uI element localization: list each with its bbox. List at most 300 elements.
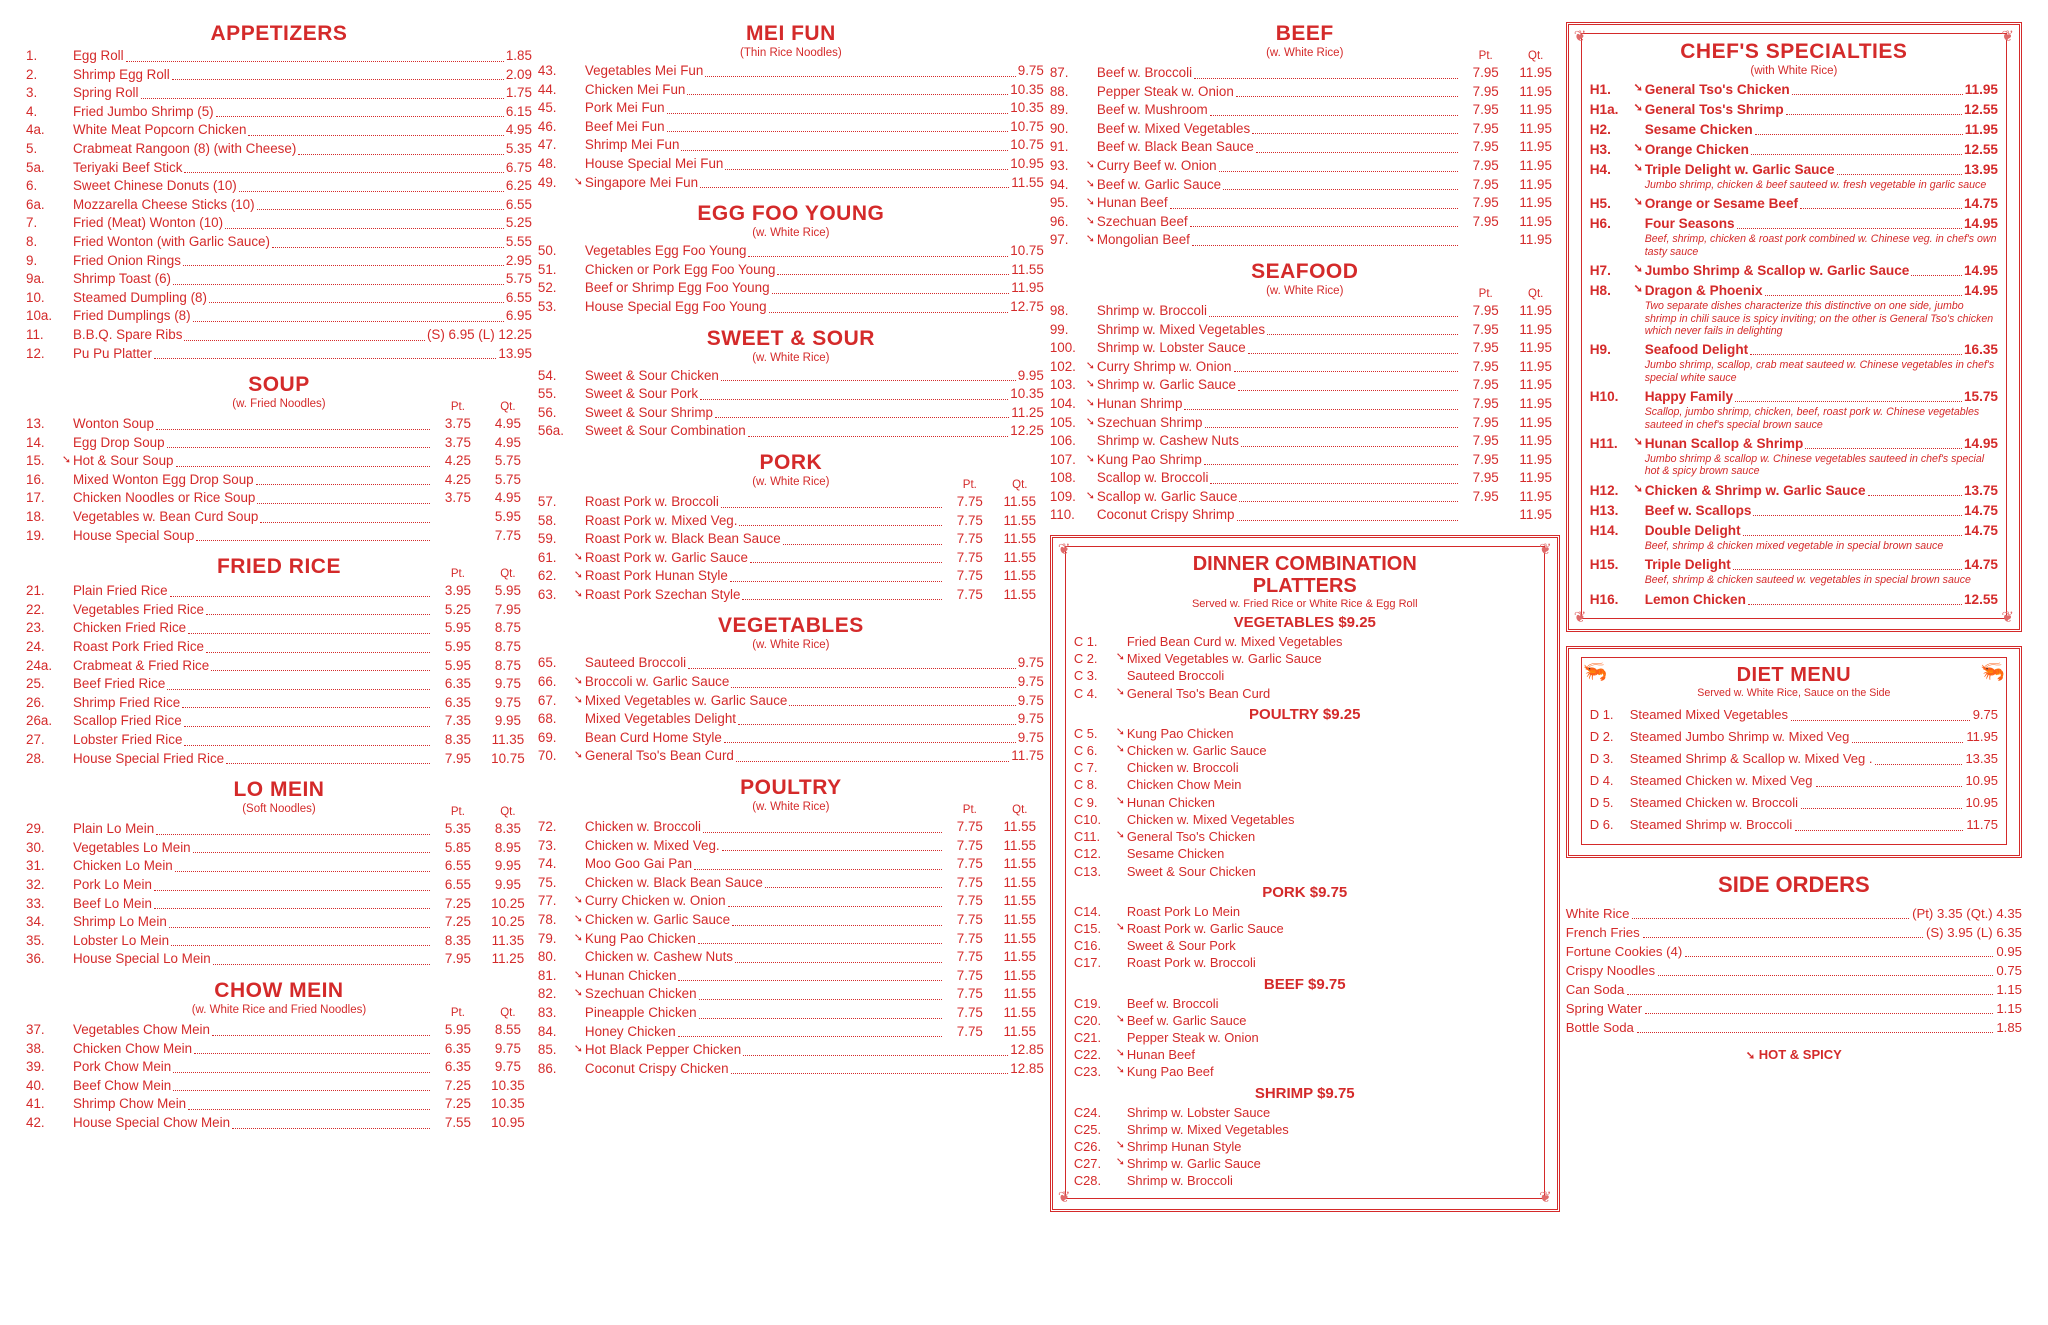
leader-dots: [1791, 711, 1970, 721]
menu-item: [26, 1077, 532, 1096]
chili-pepper-icon: ➘: [573, 987, 584, 1000]
chili-pepper-icon: ➘: [1115, 1047, 1125, 1060]
item-price-qt: 11.95: [1519, 302, 1552, 318]
combo-group-header: [1074, 976, 1536, 993]
combo-group-name: PORK: [1262, 883, 1306, 901]
chili-pepper-icon: ➘: [573, 693, 584, 706]
menu-item: [1050, 138, 1560, 157]
item-name: Sweet & Sour Shrimp: [584, 404, 713, 420]
item-name: House Special Soup: [73, 527, 195, 543]
chef-item-name: Seafood Delight: [1644, 342, 1749, 358]
item-number: 104.: [1049, 395, 1076, 411]
leader-dots: [728, 897, 942, 907]
item-number: 91.: [1049, 139, 1069, 155]
item-number: 57.: [537, 493, 557, 509]
item-price-qt: 10.35: [491, 1077, 525, 1093]
leader-dots: [1637, 1023, 1993, 1033]
leader-dots: [1194, 69, 1458, 79]
chef-item-row: [1590, 481, 1998, 500]
item-price-qt: 7.75: [494, 527, 521, 543]
item-price: 12.25: [1010, 423, 1044, 439]
diet-item-price: 11.75: [1966, 816, 1998, 832]
item-price-pt: 7.35: [444, 713, 471, 729]
chef-item-row: [1590, 214, 1998, 233]
chef-item-row: [1590, 140, 1998, 159]
chef-item: [1590, 160, 1998, 191]
item-number: 103.: [1049, 377, 1076, 393]
col-header-qt: Qt.: [1012, 478, 1028, 491]
item-name: Beef Fried Rice: [73, 676, 166, 692]
combo-group-price: $9.75: [1303, 975, 1346, 993]
item-price-qt: 11.25: [491, 951, 525, 967]
chef-specialties-box: [1566, 22, 2022, 632]
item-price-pt: 6.35: [444, 1059, 471, 1075]
item-price: 9.75: [1017, 729, 1044, 745]
item-name: Roast Pork Hunan Style: [584, 568, 728, 584]
menu-item: [538, 654, 1044, 673]
item-number: 88.: [1049, 83, 1069, 99]
item-number: 77.: [537, 893, 557, 909]
leader-dots: [1248, 344, 1458, 354]
dinner-combination-title-1: DINNER COMBINATION: [1192, 553, 1417, 576]
item-price-pt: 5.95: [444, 657, 471, 673]
menu-item: [538, 549, 1044, 568]
leader-dots: [1792, 85, 1963, 95]
menu-item: [538, 985, 1044, 1004]
item-price-qt: 11.95: [1519, 232, 1552, 248]
leader-dots: [154, 899, 430, 909]
menu-item: [26, 508, 532, 527]
leader-dots: [1627, 985, 1993, 995]
item-price: 9.75: [1017, 711, 1044, 727]
leader-dots: [748, 247, 1008, 257]
menu-item: [26, 712, 532, 731]
chef-item: [1590, 100, 1998, 119]
item-price: [944, 855, 1044, 874]
chef-item: [1590, 590, 1998, 609]
combo-item-name: General Tso's Chicken: [1126, 829, 1256, 845]
combo-group-name: POULTRY: [1249, 705, 1319, 723]
item-price: [944, 567, 1044, 586]
item-number: 6.: [26, 178, 38, 194]
leader-dots: [736, 752, 1009, 762]
item-number: 85.: [537, 1042, 557, 1058]
hot-spicy-legend: [1566, 1047, 2022, 1062]
item-price: 5.35: [505, 140, 532, 156]
leader-dots: [1190, 217, 1458, 227]
item-price-pt: 5.35: [444, 821, 471, 837]
leader-dots: [721, 498, 942, 508]
combo-item-code: C16.: [1073, 938, 1102, 954]
combo-item: [1074, 759, 1536, 776]
item-price: [432, 876, 532, 895]
menu-item: [26, 214, 532, 233]
combo-group-price: $9.25: [1318, 705, 1361, 723]
item-price-qt: 11.95: [1519, 433, 1552, 449]
chili-pepper-icon: ➘: [1115, 1064, 1125, 1077]
chili-pepper-icon: ➘: [1633, 436, 1643, 449]
item-name: Beef w. Black Bean Sauce: [1096, 139, 1254, 155]
item-price: [1460, 101, 1560, 120]
item-price: [432, 582, 532, 601]
item-price: [432, 950, 532, 969]
item-price: 9.95: [1017, 367, 1044, 383]
item-name: Roast Pork Fried Rice: [73, 639, 204, 655]
menu-item: [1050, 213, 1560, 232]
item-price-pt: 7.75: [956, 819, 983, 835]
leader-dots: [141, 89, 504, 99]
leader-dots: [248, 126, 503, 136]
item-number: 24a.: [26, 657, 53, 673]
chef-item-price: 14.75: [1963, 196, 1998, 212]
menu-item: [26, 140, 532, 159]
leader-dots: [1643, 928, 1923, 938]
item-price: [1460, 138, 1560, 157]
combo-item: [1074, 920, 1536, 937]
chef-item-code: H4.: [1589, 162, 1611, 177]
item-number: 95.: [1049, 195, 1069, 211]
item-name: House Special Fried Rice: [73, 750, 225, 766]
item-price-qt: 5.95: [494, 509, 521, 525]
combo-item-name: Chicken w. Mixed Vegetables: [1126, 811, 1295, 827]
leader-dots: [167, 438, 430, 448]
item-price-pt: 7.75: [956, 893, 983, 909]
item-price-qt: 4.95: [494, 434, 521, 450]
item-price: [1460, 120, 1560, 139]
column-3: [1050, 22, 1566, 1325]
diet-menu-title: DIET MENU: [1736, 663, 1852, 686]
item-name: Vegetables Chow Mein: [73, 1021, 210, 1037]
item-number: 27.: [26, 732, 45, 747]
chili-pepper-icon: ➘: [1115, 1156, 1125, 1169]
item-price-pt: 7.95: [1472, 414, 1499, 430]
ornament-corner-icon: ❦: [1057, 541, 1071, 559]
menu-item: [538, 367, 1044, 386]
chef-item-price: 14.95: [1963, 263, 1998, 279]
combo-item: [1074, 903, 1536, 920]
leader-dots: [232, 1119, 430, 1129]
leader-dots: [731, 1064, 1009, 1074]
section-title-mei-fun: MEI FUN: [745, 22, 836, 45]
item-number: 34.: [26, 914, 45, 930]
item-name: Scallop w. Broccoli: [1096, 470, 1209, 486]
leader-dots: [1223, 180, 1458, 190]
chili-pepper-icon: ➘: [1085, 359, 1095, 372]
item-name: Coconut Crispy Shrimp: [1096, 507, 1235, 523]
menu-item: [26, 326, 532, 345]
col-header-pt: Pt.: [450, 806, 465, 819]
item-name: Shrimp w. Cashew Nuts: [1096, 433, 1239, 449]
combo-item: [1074, 1046, 1536, 1063]
chef-item-code: H8.: [1589, 283, 1611, 299]
chef-item-code: H7.: [1589, 263, 1611, 279]
menu-item: [26, 601, 532, 620]
menu-item: [1050, 395, 1560, 414]
item-number: 56a.: [537, 423, 564, 439]
combo-item-name: Beef w. Broccoli: [1126, 995, 1219, 1011]
item-price: [432, 1040, 532, 1059]
leader-dots: [1852, 733, 1963, 743]
ornament-corner-icon: ❦: [1057, 1188, 1071, 1206]
item-price-qt: 9.75: [494, 1040, 521, 1056]
item-price-pt: 7.25: [444, 1077, 471, 1093]
item-name: Chicken w. Black Bean Sauce: [584, 874, 763, 890]
section-subtitle-beef: (w. White Rice): [1266, 47, 1344, 59]
leader-dots: [213, 955, 430, 965]
item-name: Honey Chicken: [584, 1023, 676, 1039]
item-name: Chicken Noodles or Rice Soup: [73, 490, 256, 506]
menu-item: [538, 404, 1044, 423]
item-price: 6.55: [505, 289, 532, 305]
combo-item-name: Shrimp Hunan Style: [1126, 1138, 1242, 1154]
item-price: (S) 6.95 (L) 12.25: [426, 326, 532, 342]
chef-item-code: H16.: [1589, 591, 1619, 607]
chef-item: [1590, 194, 1998, 213]
item-price-pt: 7.95: [1472, 433, 1499, 449]
combo-item-code: C 8.: [1073, 777, 1098, 793]
section-subtitle-vegetables: (w. White Rice): [752, 639, 830, 652]
diet-item-code: D 5.: [1589, 794, 1614, 810]
item-price-qt: 11.95: [1519, 470, 1552, 486]
item-number: 63.: [537, 586, 557, 602]
chef-item-code: H15.: [1589, 557, 1619, 573]
menu-item: [1050, 414, 1560, 433]
item-number: 5.: [26, 140, 38, 156]
combo-item-name: Shrimp w. Mixed Vegetables: [1126, 1121, 1289, 1137]
diet-menu-subtitle: Served w. White Rice, Sauce on the Side: [1697, 686, 1891, 699]
diet-item-name: Steamed Shrimp w. Broccoli: [1629, 816, 1793, 832]
item-number: 97.: [1049, 232, 1069, 248]
chef-item-code: H3.: [1589, 142, 1611, 157]
chef-item-price: 14.75: [1963, 522, 1998, 538]
item-price-pt: 7.95: [1472, 451, 1499, 467]
diet-item-code: D 6.: [1589, 816, 1614, 832]
item-price: [432, 1077, 532, 1096]
item-price: [432, 1021, 532, 1040]
item-price-qt: 4.95: [494, 416, 521, 432]
item-price-pt: 6.55: [444, 876, 471, 892]
combo-item-name: Roast Pork w. Garlic Sauce: [1126, 920, 1284, 936]
chili-pepper-icon: ➘: [1633, 482, 1643, 495]
combo-item-name: Sauteed Broccoli: [1126, 668, 1225, 684]
combo-group-header: [1074, 1085, 1536, 1102]
chef-item-price: 13.95: [1963, 162, 1998, 177]
section-title-poultry: POULTRY: [740, 776, 842, 800]
item-price: [432, 471, 532, 490]
item-number: 81.: [537, 967, 557, 983]
side-order-item: [1566, 942, 2022, 961]
leader-dots: [196, 531, 430, 541]
side-order-item: [1566, 923, 2022, 942]
combo-item-code: C 1.: [1073, 634, 1098, 650]
chili-pepper-icon: [1114, 936, 1127, 953]
item-price: 12.85: [1010, 1060, 1044, 1076]
item-number: 47.: [537, 137, 557, 153]
dinner-combination-box: [1050, 535, 1560, 1211]
diet-item-price: 11.95: [1966, 728, 1998, 744]
chili-pepper-icon: ➘: [573, 569, 584, 582]
item-price: [432, 731, 532, 750]
item-name: Shrimp w. Broccoli: [1096, 302, 1207, 318]
item-name: Vegetables Mei Fun: [584, 63, 704, 78]
item-price-pt: 7.75: [956, 512, 983, 528]
leader-dots: [1816, 777, 1963, 787]
item-price: [1460, 395, 1560, 414]
leader-dots: [193, 312, 504, 322]
item-name: Plain Fried Rice: [73, 583, 168, 599]
chef-item-name: Orange Chicken: [1644, 142, 1749, 157]
leader-dots: [176, 457, 430, 467]
item-price-qt: 5.75: [494, 453, 521, 469]
side-order-name: French Fries: [1565, 924, 1640, 940]
item-price-pt: 7.95: [1472, 102, 1499, 118]
item-name: Hunan Shrimp: [1096, 395, 1183, 411]
side-order-price: 0.75: [1996, 962, 2022, 978]
combo-item: [1074, 1138, 1536, 1155]
menu-item: [1050, 231, 1560, 250]
chef-item-name: Double Delight: [1644, 522, 1741, 538]
item-price-qt: 11.55: [1003, 856, 1037, 872]
combo-item-name: Chicken Chow Mein: [1126, 777, 1242, 793]
item-price: [432, 1058, 532, 1077]
item-number: 50.: [537, 243, 557, 259]
leader-dots: [298, 145, 504, 155]
chef-item: [1590, 340, 1998, 384]
item-number: 54.: [537, 367, 557, 383]
item-price-pt: 7.25: [444, 1096, 471, 1112]
chili-pepper-icon: ➘: [573, 968, 584, 981]
chili-pepper-icon: ➘: [61, 454, 72, 467]
leader-dots: [1267, 325, 1458, 335]
leader-dots: [1801, 799, 1962, 809]
item-number: 106.: [1049, 433, 1076, 449]
menu-item: [26, 233, 532, 252]
chef-item-row: [1590, 555, 1998, 574]
combo-group-header: [1074, 884, 1536, 901]
chef-item-price: 16.35: [1963, 342, 1998, 358]
menu-item: [538, 930, 1044, 949]
ornament-corner-icon: ❦: [1539, 1188, 1552, 1206]
item-name: Fried (Meat) Wonton (10): [73, 215, 224, 231]
chili-pepper-icon: ➘: [1633, 162, 1643, 174]
item-price-pt: 7.25: [444, 895, 471, 911]
item-price: [432, 1095, 532, 1114]
chili-pepper-icon: ➘: [573, 675, 584, 688]
side-orders-title: SIDE ORDERS: [1718, 871, 1870, 897]
chef-item-description: Jumbo shrimp & scallop w. Chinese vegetables sauteed in chef's special hot & spicy brown sauce: [1644, 453, 1985, 478]
item-number: 78.: [537, 912, 557, 927]
side-order-price: (S) 3.95 (L) 6.35: [1925, 924, 2022, 940]
side-orders-section: [1566, 872, 2022, 1062]
menu-item: [538, 710, 1044, 729]
chef-item: [1590, 281, 1998, 337]
leader-dots: [1219, 162, 1458, 172]
chef-item: [1590, 261, 1998, 280]
item-number: 31.: [26, 858, 45, 874]
combo-item-name: General Tso's Bean Curd: [1126, 685, 1271, 701]
item-number: 62.: [537, 568, 557, 584]
diet-item-price: 10.95: [1965, 794, 1998, 810]
item-name: Chicken w. Cashew Nuts: [584, 949, 734, 965]
hot-spicy-label: HOT & SPICY: [1758, 1046, 1842, 1062]
diet-item-name: Steamed Chicken w. Mixed Veg: [1629, 772, 1813, 788]
side-order-item: [1566, 1018, 2022, 1037]
combo-item: [1074, 1063, 1536, 1080]
item-price-pt: 7.75: [956, 912, 983, 927]
item-price-qt: 8.75: [494, 657, 521, 673]
item-price: 5.25: [505, 215, 532, 231]
chef-item-description: Jumbo shrimp, chicken & beef sauteed w. fresh vegetable in garlic sauce: [1644, 179, 1987, 191]
chili-pepper-icon: [1114, 844, 1127, 861]
item-name: Crabmeat & Fried Rice: [73, 657, 210, 673]
leader-dots: [1765, 286, 1962, 296]
leader-dots: [154, 881, 430, 891]
item-price: [944, 512, 1044, 531]
leader-dots: [731, 678, 1015, 688]
item-price: 10.75: [1010, 137, 1044, 153]
leader-dots: [750, 553, 942, 563]
item-price-pt: 5.95: [444, 620, 471, 636]
diet-menu-box: [1566, 646, 2022, 858]
item-name: Bean Curd Home Style: [584, 729, 722, 745]
section-subtitle-lo-mein: (Soft Noodles): [242, 803, 316, 816]
combo-item-code: C19.: [1073, 995, 1102, 1011]
item-price-pt: 7.95: [1472, 195, 1499, 211]
item-name: Kung Pao Chicken: [584, 930, 696, 946]
chili-pepper-icon: ➘: [1085, 452, 1095, 465]
chili-pepper-icon: [1114, 666, 1127, 683]
column-4: [1566, 22, 2022, 1325]
leader-dots: [687, 85, 1008, 95]
item-number: 9.: [26, 252, 38, 268]
item-price: [944, 930, 1044, 949]
section-subtitle-sweet-sour: (w. White Rice): [752, 351, 830, 364]
chef-item-price: 12.55: [1963, 142, 1998, 157]
item-price-pt: 7.25: [444, 914, 471, 930]
menu-item: [1050, 488, 1560, 507]
item-number: 99.: [1049, 321, 1069, 337]
chili-pepper-icon: ➘: [1085, 177, 1095, 190]
item-number: 89.: [1049, 102, 1069, 118]
side-order-name: White Rice: [1565, 905, 1630, 921]
leader-dots: [1733, 560, 1962, 570]
item-price-qt: 11.55: [1003, 493, 1037, 509]
combo-item-code: C24.: [1073, 1104, 1102, 1120]
menu-item: [26, 1114, 532, 1133]
leader-dots: [1748, 595, 1962, 605]
leader-dots: [1209, 307, 1458, 317]
menu-item: [26, 345, 532, 364]
item-price: 11.75: [1011, 748, 1044, 764]
combo-group-items: [1074, 633, 1536, 702]
item-price-pt: 7.95: [444, 951, 471, 967]
item-price-pt: 7.95: [1472, 395, 1499, 411]
item-name: Chicken or Pork Egg Foo Young: [584, 261, 776, 277]
combo-group-header: [1074, 614, 1536, 631]
menu-item: [1050, 432, 1560, 451]
item-price: [1460, 64, 1560, 83]
leader-dots: [175, 862, 430, 872]
item-price-pt: 3.75: [444, 490, 471, 506]
item-price-pt: 6.55: [444, 858, 471, 874]
item-price: 6.25: [505, 178, 532, 194]
section-title-beef: BEEF: [1275, 22, 1334, 45]
item-price-pt: 8.35: [444, 932, 471, 948]
leader-dots: [1868, 486, 1962, 496]
chili-pepper-icon: ➘: [573, 175, 584, 188]
chili-pepper-icon: [1114, 1028, 1127, 1045]
item-name: Shrimp Lo Mein: [73, 914, 167, 930]
